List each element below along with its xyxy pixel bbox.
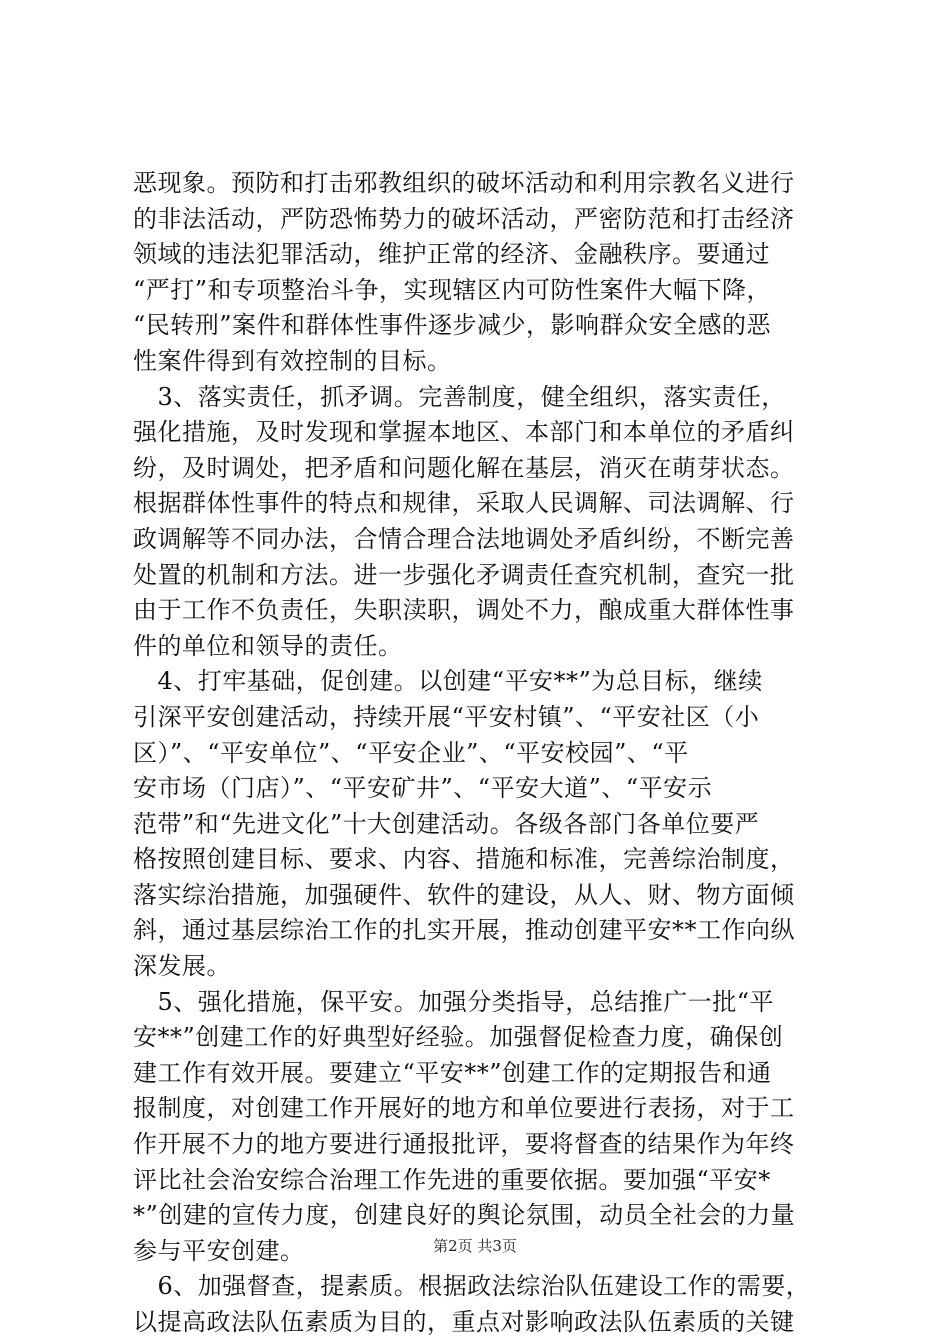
text-line: 范带”和“先进文化”十大创建活动。各级各部门各单位要严 [133,809,760,838]
text-line: 建工作有效开展。要建立“平安**”创建工作的定期报告和通 [133,1058,772,1087]
text-line: “民转刑”案件和群体性事件逐步减少，影响群众安全感的恶 [133,311,772,340]
text-line: 引深平安创建活动，持续开展“平安村镇”、“平安社区（小 [133,702,760,731]
text-line: 4、打牢基础，促创建。以创建“平安**”为总目标，继续 [133,667,763,696]
text-line: 的非法活动，严防恐怖势力的破坏活动，严密防范和打击经济 [133,204,795,233]
text-line: 落实综治措施，加强硬件、软件的建设，从人、财、物方面倾 [133,880,795,909]
text-line: 报制度，对创建工作开展好的地方和单位要进行表扬，对于工 [133,1094,795,1123]
text-line: 3、落实责任，抓矛调。完善制度，健全组织，落实责任， [133,382,786,411]
text-line: 纷，及时调处，把矛盾和问题化解在基层，消灭在萌芽状态。 [133,453,795,482]
text-line: 5、强化措施，保平安。加强分类指导，总结推广一批“平 [133,987,775,1016]
body-text [133,166,833,1341]
page-number-label: 第2页 共3页 [433,1237,517,1255]
text-line: “严打”和专项整治斗争，实现辖区内可防性案件大幅下降， [133,275,772,304]
text-line: 斜，通过基层综治工作的扎实开展，推动创建平安**工作向纵 [133,916,795,945]
text-line: 格按照创建目标、要求、内容、措施和标准，完善综治制度， [133,845,795,874]
text-line: 由于工作不负责任，失职渎职，调处不力，酿成重大群体性事 [133,596,795,625]
text-line: 6、加强督查，提素质。根据政法综治队伍建设工作的需要， [133,1272,811,1301]
text-line: 区）”、“平安单位”、“平安企业”、“平安校园”、“平 [133,738,689,767]
text-line: 根据群体性事件的特点和规律，采取人民调解、司法调解、行 [133,489,795,518]
text-line: 性案件得到有效控制的目标。 [133,346,452,375]
text-line: 作开展不力的地方要进行通报批评，要将督查的结果作为年终 [133,1130,795,1159]
text-line: 领域的违法犯罪活动，维护正常的经济、金融秩序。要通过 [133,240,770,269]
text-line: *”创建的宣传力度，创建良好的舆论氛围，动员全社会的力量 [133,1201,796,1230]
text-line: 评比社会治安综合治理工作先进的重要依据。要加强“平安* [133,1165,771,1194]
text-line: 安市场（门店）”、“平安矿井”、“平安大道”、“平安示 [133,774,713,803]
page-footer [0,1236,950,1256]
text-line: 件的单位和领导的责任。 [133,631,403,660]
text-line: 恶现象。预防和打击邪教组织的破坏活动和利用宗教名义进行 [133,169,795,197]
text-line: 以提高政法队伍素质为目的，重点对影响政法队伍素质的关键 [133,1308,795,1336]
text-line: 安**”创建工作的好典型好经验。加强督促检查力度，确保创 [133,1023,784,1052]
text-line: 深发展。 [133,952,231,981]
text-line: 强化措施，及时发现和掌握本地区、本部门和本单位的矛盾纠 [133,418,795,447]
text-line: 参与平安创建。 [133,1236,305,1265]
text-line: 政调解等不同办法，合情合理合法地调处矛盾纠纷，不断完善 [133,524,795,553]
text-line: 处置的机制和方法。进一步强化矛调责任查究机制，查究一批 [133,560,795,589]
